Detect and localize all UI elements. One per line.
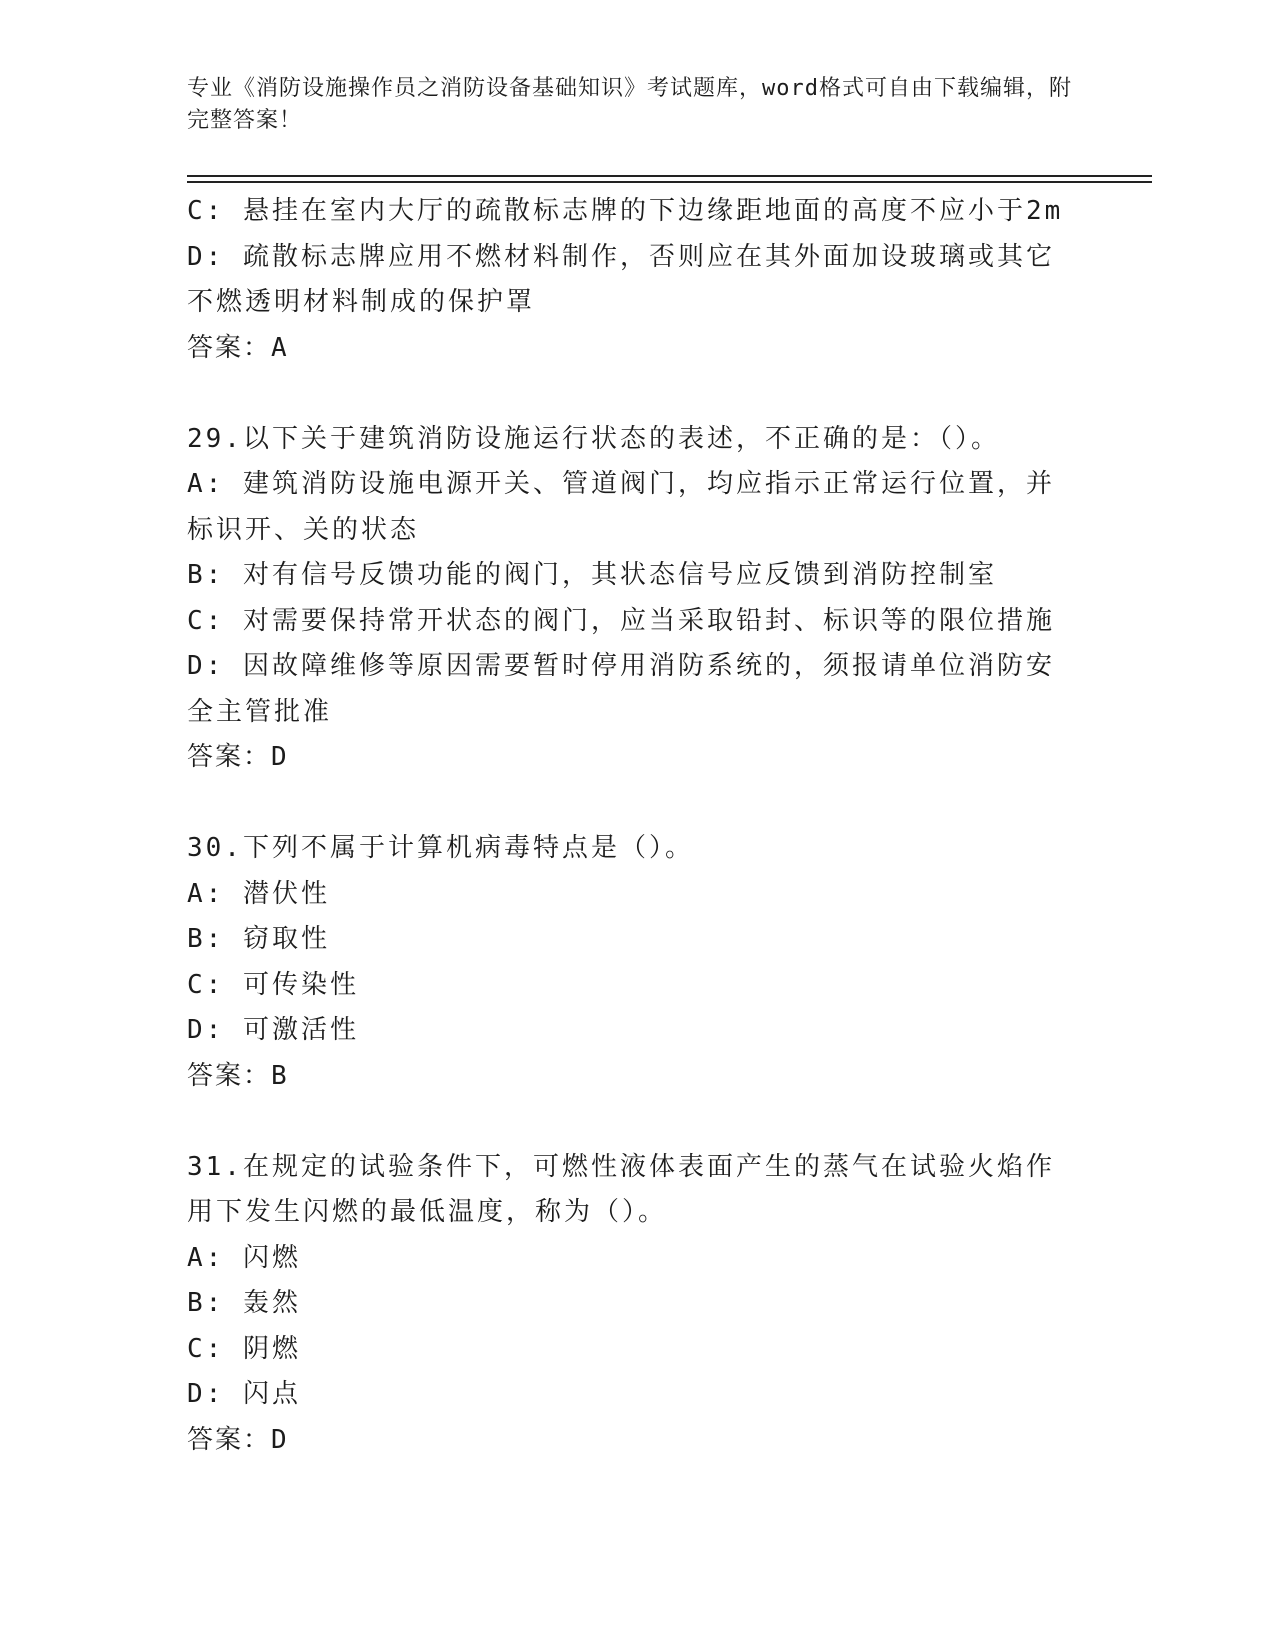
header-rule-bottom (187, 181, 1152, 183)
question-29 (187, 417, 1077, 781)
option-b: B: 对有信号反馈功能的阀门，其状态信号应反馈到消防控制室 (187, 560, 997, 590)
option-b: B: 窃取性 (187, 924, 330, 954)
option-d: D: 因故障维修等原因需要暂时停用消防系统的，须报请单位消防安全主管批准 (187, 651, 1055, 727)
question-stem: 31.在规定的试验条件下，可燃性液体表面产生的蒸气在试验火焰作用下发生闪燃的最低温度，称为（）。 (187, 1151, 1055, 1227)
option-a: A: 潜伏性 (187, 878, 330, 909)
question-30 (187, 826, 1077, 1099)
answer-label: 答案：B (187, 1060, 289, 1091)
question-31 (187, 1145, 1077, 1464)
option-d: D: 疏散标志牌应用不燃材料制作，否则应在其外面加设玻璃或其它不燃透明材料制成的保护罩 (187, 241, 1055, 317)
question-stem: 30.下列不属于计算机病毒特点是（）。 (187, 833, 694, 863)
option-d: D: 闪点 (187, 1379, 301, 1409)
question-stem: 29.以下关于建筑消防设施运行状态的表述，不正确的是：（）。 (187, 423, 1000, 454)
option-d: D: 可激活性 (187, 1015, 359, 1045)
option-b: B: 轰然 (187, 1288, 301, 1318)
option-a: A: 建筑消防设施电源开关、管道阀门，均应指示正常运行位置，并标识开、关的状态 (187, 469, 1055, 545)
continued-question (187, 189, 1077, 371)
option-c: C: 悬挂在室内大厅的疏散标志牌的下边缘距地面的高度不应小于2m (187, 196, 1064, 226)
document-header: 专业《消防设施操作员之消防设备基础知识》考试题库，word格式可自由下载编辑，附完整答案！ (187, 76, 1072, 133)
answer-label: 答案：D (187, 742, 289, 772)
header-rule-top (187, 175, 1152, 177)
answer-label: 答案：A (187, 332, 289, 363)
option-c: C: 阴燃 (187, 1333, 301, 1364)
option-c: C: 可传染性 (187, 969, 359, 1000)
question-list (187, 189, 1077, 1463)
option-a: A: 闪燃 (187, 1242, 301, 1273)
answer-label: 答案：D (187, 1424, 289, 1455)
option-c: C: 对需要保持常开状态的阀门，应当采取铅封、标识等的限位措施 (187, 605, 1055, 636)
